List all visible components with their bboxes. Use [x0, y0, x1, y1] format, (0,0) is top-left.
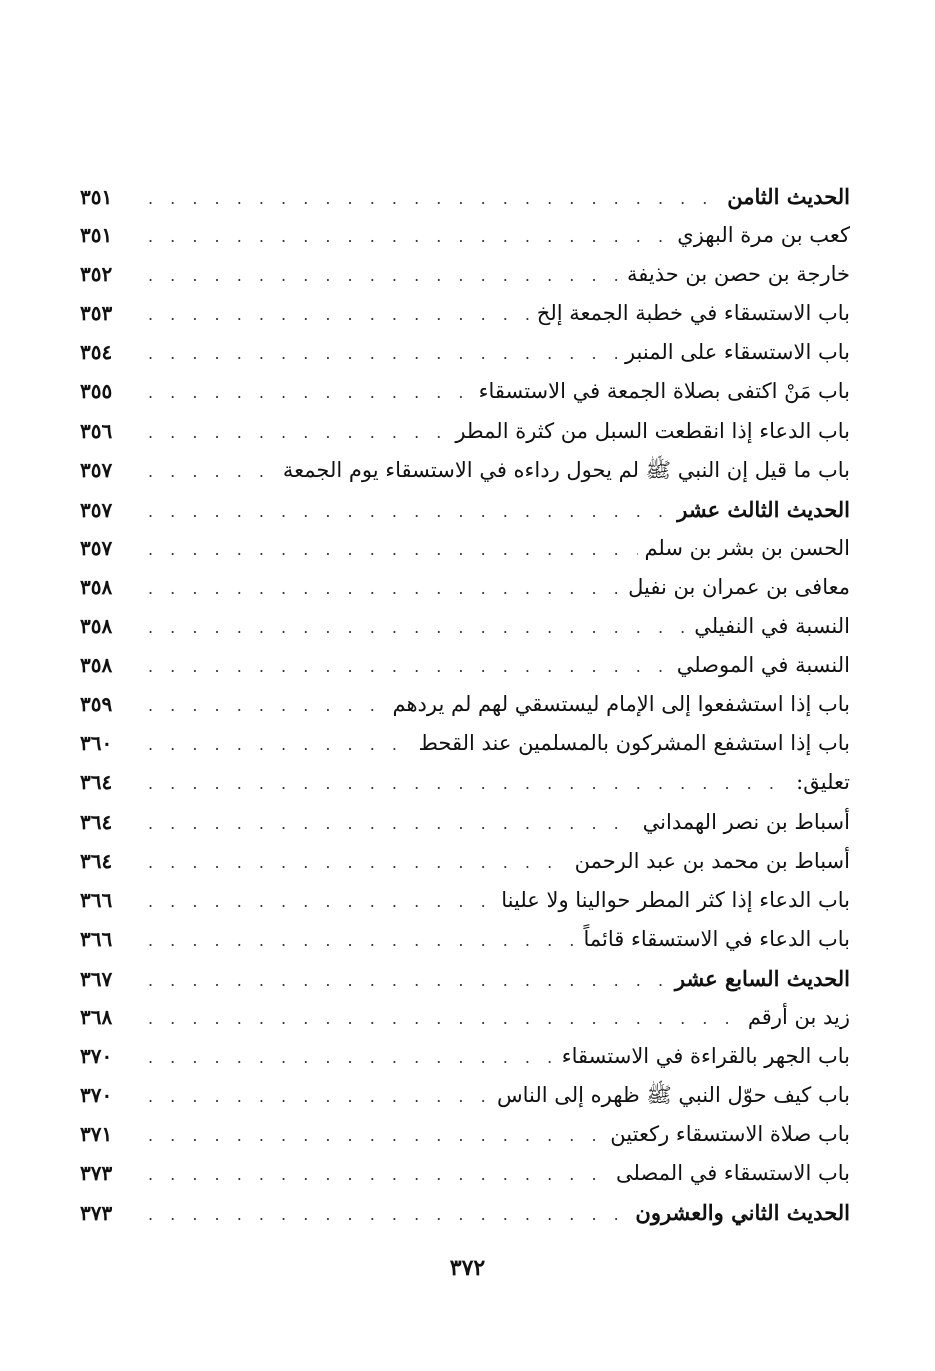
entry-title: باب الدعاء في الاستسقاء قائماً: [583, 926, 850, 951]
entry-title: باب الدعاء إذا كثر المطر حوالينا ولا علينا: [501, 887, 850, 912]
dot-leader: [148, 686, 387, 725]
toc-entry: [80, 1037, 850, 1076]
entry-title: باب الاستسقاء على المنبر: [624, 340, 850, 365]
entry-page: ٣٥٧: [80, 457, 113, 482]
dot-leader: [148, 256, 621, 295]
entry-page: ٣٧١: [80, 1122, 113, 1147]
toc-entry: [80, 685, 850, 724]
entry-title: أسباط بن محمد بن عبد الرحمن: [574, 848, 850, 873]
toc-entry: [80, 177, 850, 216]
dot-leader: [148, 492, 671, 531]
entry-title: باب الجهر بالقراءة في الاستسقاء: [561, 1044, 850, 1069]
table-of-contents: [80, 177, 850, 1233]
dot-leader: [148, 334, 619, 373]
dot-leader: [148, 1195, 629, 1234]
dot-leader: [148, 179, 721, 218]
entry-page: ٣٥٢: [80, 262, 113, 287]
dot-leader: [148, 608, 688, 647]
entry-page: ٣٥٩: [80, 692, 113, 717]
page-number: ٣٧٢: [449, 1255, 486, 1281]
dot-leader: [148, 999, 742, 1038]
dot-leader: [148, 843, 569, 882]
dot-leader: [148, 764, 790, 803]
entry-page: ٣٥٨: [80, 614, 113, 639]
dot-leader: [148, 961, 669, 1000]
toc-entry: [80, 294, 850, 333]
entry-page: ٣٥٧: [80, 497, 113, 522]
dot-leader: [148, 1155, 610, 1194]
entry-title: النسبة في الموصلي: [676, 653, 850, 678]
dot-leader: [148, 1038, 556, 1077]
toc-entry: [80, 803, 850, 842]
dot-leader: [148, 921, 577, 960]
dot-leader: [148, 217, 671, 256]
toc-entry: [80, 451, 850, 490]
entry-page: ٣٧٣: [80, 1161, 113, 1186]
entry-title: الحديث الثالث عشر: [677, 496, 850, 522]
entry-page: ٣٥٣: [80, 301, 113, 326]
toc-entry: [80, 216, 850, 255]
dot-leader: [148, 295, 531, 334]
dot-leader: [148, 569, 622, 608]
toc-entry: [80, 1115, 850, 1154]
toc-entry: [80, 529, 850, 568]
entry-page: ٣٥٨: [80, 574, 113, 599]
entry-page: ٣٥٦: [80, 418, 113, 443]
entry-title: النسبة في النفيلي: [694, 614, 850, 639]
dot-leader: [148, 647, 671, 686]
entry-title: باب كيف حوّل النبي ﷺ ظهره إلى الناس: [496, 1083, 850, 1108]
dot-leader: [148, 452, 277, 491]
entry-page: ٣٦٠: [80, 731, 113, 756]
toc-entry: [80, 842, 850, 881]
entry-page: ٣٥٨: [80, 653, 113, 678]
toc-entry: [80, 490, 850, 529]
toc-entry: [80, 255, 850, 294]
entry-title: باب الاستسقاء في خطبة الجمعة إلخ: [536, 301, 850, 326]
entry-title: الحديث الثامن: [727, 184, 850, 209]
entry-title: زيد بن أرقم: [747, 1004, 850, 1029]
entry-page: ٣٦٨: [80, 1004, 113, 1029]
toc-entry: [80, 920, 850, 959]
entry-page: ٣٥٤: [80, 340, 113, 365]
entry-page: ٣٦٤: [80, 848, 113, 873]
entry-title: باب مَنْ اكتفى بصلاة الجمعة في الاستسقاء: [478, 379, 850, 404]
entry-page: ٣٦٦: [80, 887, 113, 912]
toc-entry: [80, 1193, 850, 1232]
entry-title: أسباط بن نصر الهمداني: [642, 809, 850, 834]
toc-entry: [80, 333, 850, 372]
dot-leader: [148, 804, 637, 843]
entry-page: ٣٧٠: [80, 1044, 113, 1069]
dot-leader: [148, 413, 449, 452]
entry-title: تعليق:: [796, 770, 850, 795]
entry-title: خارجة بن حصن بن حذيفة: [626, 262, 850, 287]
entry-page: ٣٦٤: [80, 770, 113, 795]
entry-page: ٣٥١: [80, 185, 113, 209]
entry-page: ٣٦٧: [80, 966, 113, 991]
entry-page: ٣٧٣: [80, 1201, 113, 1226]
toc-entry: [80, 568, 850, 607]
toc-entry: [80, 1076, 850, 1115]
dot-leader: [148, 1077, 491, 1116]
entry-page: ٣٦٤: [80, 809, 113, 834]
toc-entry: [80, 724, 850, 763]
entry-title: الحديث الثاني والعشرون: [635, 1200, 850, 1226]
toc-entry: [80, 1154, 850, 1193]
entry-title: الحسن بن بشر بن سلم: [644, 535, 850, 560]
toc-entry: [80, 372, 850, 411]
entry-title: باب إذا استشفع المشركون بالمسلمين عند القحط: [418, 731, 850, 756]
toc-entry: [80, 646, 850, 685]
entry-title: باب الاستسقاء في المصلى: [616, 1161, 850, 1186]
dot-leader: [148, 1116, 604, 1155]
entry-page: ٣٧٠: [80, 1083, 113, 1108]
entry-title: باب ما قيل إن النبي ﷺ لم يحول رداءه في الاستسقاء يوم الجمعة: [282, 457, 850, 482]
entry-title: باب إذا استشفعوا إلى الإمام ليستسقي لهم لم يردهم: [392, 692, 850, 717]
dot-leader: [148, 530, 638, 569]
toc-entry: [80, 881, 850, 920]
toc-entry: [80, 959, 850, 998]
entry-title: باب الدعاء إذا انقطعت السبل من كثرة المطر: [455, 418, 850, 443]
dot-leader: [148, 725, 412, 764]
entry-page: ٣٥٥: [80, 379, 113, 404]
dot-leader: [148, 882, 495, 921]
entry-page: ٣٥١: [80, 223, 113, 248]
entry-page: ٣٥٧: [80, 535, 113, 560]
toc-entry: [80, 607, 850, 646]
entry-title: الحديث السابع عشر: [674, 965, 850, 991]
entry-title: معافى بن عمران بن نفيل: [628, 574, 850, 599]
toc-entry: [80, 412, 850, 451]
toc-entry: [80, 998, 850, 1037]
entry-title: باب صلاة الاستسقاء ركعتين: [610, 1122, 850, 1147]
entry-title: كعب بن مرة البهزي: [677, 223, 850, 248]
toc-entry: [80, 763, 850, 802]
entry-page: ٣٦٦: [80, 926, 113, 951]
dot-leader: [148, 373, 473, 412]
